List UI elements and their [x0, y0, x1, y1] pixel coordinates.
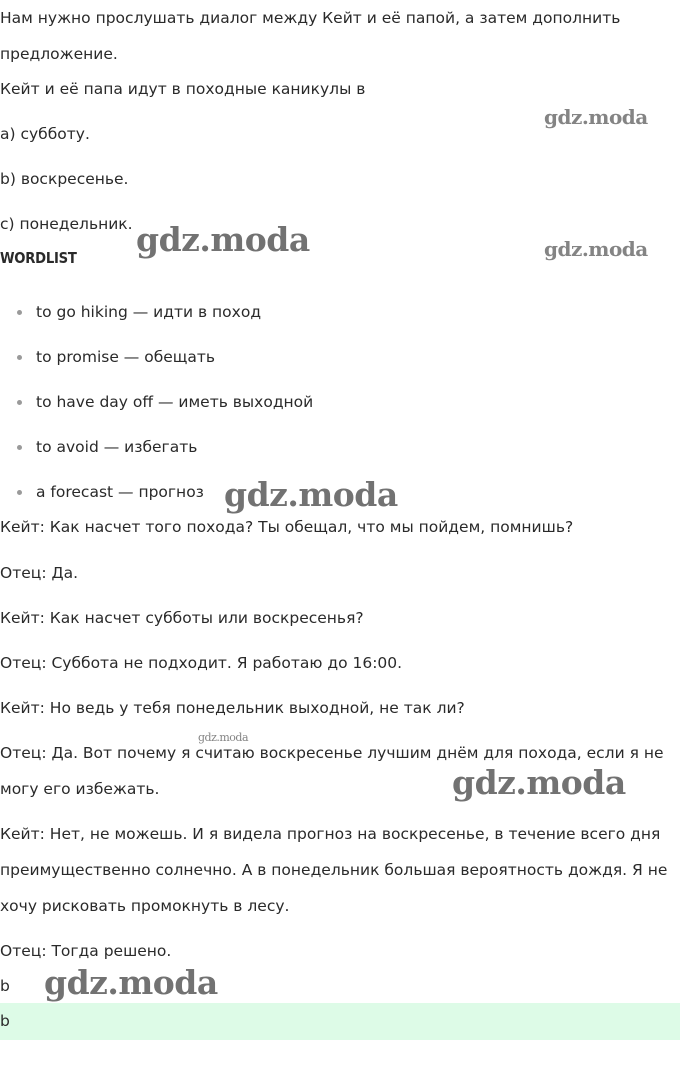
watermark-logo: gdz.moda: [44, 963, 218, 1002]
watermark-logo: gdz.moda: [198, 731, 249, 744]
watermark-logo: gdz.moda: [136, 220, 310, 259]
option-b: b) воскресенье.: [0, 170, 129, 188]
dialog-line: Отец: Суббота не подходит. Я работаю до 16:00.: [0, 654, 403, 672]
dialog-line: Кейт: Как насчет того похода? Ты обещал, что мы пойдем, помнишь?: [0, 518, 574, 536]
wordlist-item: a forecast — прогноз: [0, 470, 313, 515]
watermark-logo: gdz.moda: [224, 475, 398, 514]
dialog-line: Отец: Да.: [0, 564, 78, 582]
dialog-line: Отец: Да. Вот почему я считаю воскресенье лучшим днём для похода, если я не могу его избежать.: [0, 744, 664, 798]
bullet-icon: [17, 310, 22, 315]
watermark-logo: gdz.moda: [544, 105, 648, 129]
dialog-line: Отец: Тогда решено.: [0, 942, 172, 960]
bullet-icon: [17, 355, 22, 360]
answer-text: b: [0, 977, 10, 995]
bullet-icon: [17, 445, 22, 450]
dialog-line: Кейт: Как насчет субботы или воскресенья?: [0, 609, 364, 627]
wordlist-item: to have day off — иметь выходной: [0, 380, 313, 425]
bullet-icon: [17, 490, 22, 495]
dialog-line: Кейт: Но ведь у тебя понедельник выходной, не так ли?: [0, 699, 465, 717]
watermark-logo: gdz.moda: [544, 237, 648, 261]
dialog-line: Кейт: Нет, не можешь. И я видела прогноз на воскресенье, в течение всего дня преимущественно солнечно. А в понедельник большая вероятность дождя. Я не хочу рисковать промокнуть в лесу.: [0, 825, 668, 915]
option-a: а) субботу.: [0, 125, 90, 143]
wordlist-item: to promise — обещать: [0, 335, 313, 380]
bullet-icon: [17, 400, 22, 405]
task-text-line1: Нам нужно прослушать диалог между Кейт и её папой, а затем дополнить: [0, 9, 621, 27]
wordlist-item: to go hiking — идти в поход: [0, 290, 313, 335]
answer-highlight: [0, 1003, 680, 1040]
option-c: с) понедельник.: [0, 215, 133, 233]
wordlist-heading: WORDLIST: [0, 249, 77, 267]
wordlist-item: to avoid — избегать: [0, 425, 313, 470]
task-text-line2: предложение.: [0, 45, 118, 63]
question-text: Кейт и её папа идут в походные каникулы в: [0, 80, 366, 98]
answer-highlight-text: b: [0, 1012, 10, 1030]
watermark-logo: gdz.moda: [452, 763, 626, 802]
